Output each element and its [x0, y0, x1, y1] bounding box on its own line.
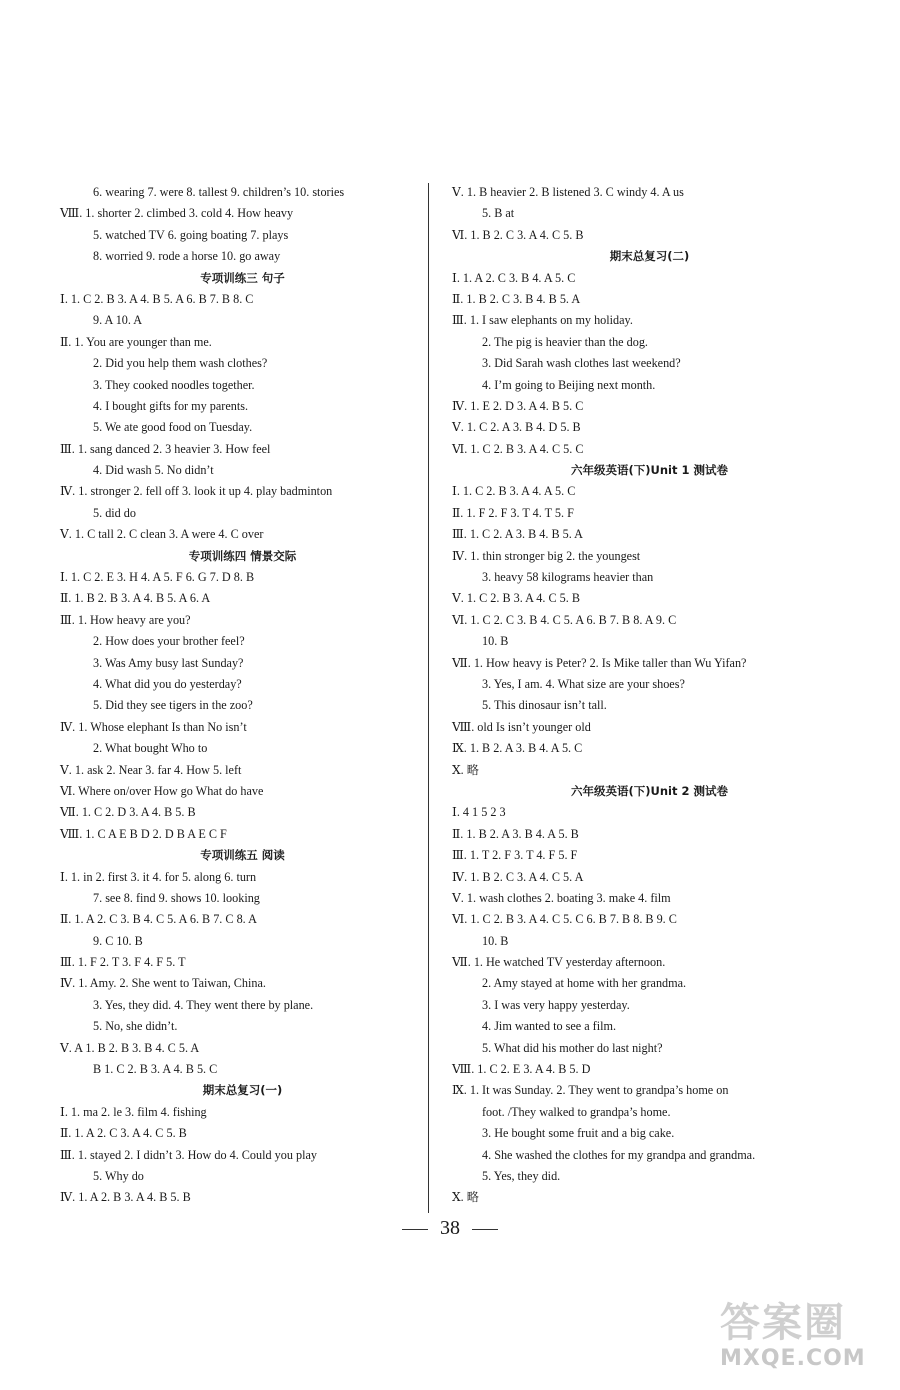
- answer-line: Ⅵ. Where on/over How go What do have: [60, 783, 264, 798]
- answer-line: 3. I was very happy yesterday.: [482, 997, 630, 1012]
- right-answer-column: [452, 182, 847, 1209]
- answer-line: 5. did do: [93, 505, 136, 520]
- answer-line: Ⅱ. 1. F 2. F 3. T 4. T 5. F: [452, 505, 574, 520]
- answer-line: Ⅶ. 1. C 2. D 3. A 4. B 5. B: [60, 805, 196, 820]
- answer-line: Ⅲ. 1. I saw elephants on my holiday.: [452, 313, 633, 328]
- answer-line: Ⅵ. 1. C 2. C 3. B 4. C 5. A 6. B 7. B 8. A 9. C: [452, 612, 677, 627]
- answer-line: Ⅲ. 1. How heavy are you?: [60, 612, 191, 627]
- answer-line: Ⅴ. 1. wash clothes 2. boating 3. make 4. film: [452, 890, 671, 905]
- answer-line: 3. Did Sarah wash clothes last weekend?: [482, 356, 681, 371]
- answer-line: Ⅰ. 4 1 5 2 3: [452, 805, 506, 820]
- answer-line: 8. worried 9. rode a horse 10. go away: [93, 249, 281, 264]
- answer-line: Ⅳ. 1. Whose elephant Is than No isn’t: [60, 719, 247, 734]
- answer-line: 4. Jim wanted to see a film.: [482, 1019, 617, 1034]
- answer-line: 4. Did wash 5. No didn’t: [93, 463, 214, 478]
- watermark-logo-text: 答案圈: [720, 1300, 846, 1346]
- answer-line: 4. She washed the clothes for my grandpa and grandma.: [482, 1147, 756, 1162]
- answer-line: Ⅲ. 1. sang danced 2. 3 heavier 3. How feel: [60, 441, 271, 456]
- answer-line: 10. B: [482, 933, 509, 948]
- answer-line: Ⅲ. 1. C 2. A 3. B 4. B 5. A: [452, 527, 583, 542]
- answer-line: Ⅱ. 1. B 2. A 3. B 4. A 5. B: [452, 826, 579, 841]
- answer-line: Ⅷ. 1. C A E B D 2. D B A E C F: [60, 826, 227, 841]
- answer-line: 4. I’m going to Beijing next month.: [482, 377, 656, 392]
- answer-line: 5. No, she didn’t.: [93, 1019, 178, 1034]
- answer-line: 5. B at: [482, 206, 515, 221]
- answer-line: Ⅰ. 1. C 2. B 3. A 4. A 5. C: [452, 484, 576, 499]
- answer-line: 4. I bought gifts for my parents.: [93, 398, 249, 413]
- answer-line: Ⅳ. 1. A 2. B 3. A 4. B 5. B: [60, 1190, 191, 1205]
- answer-line: Ⅴ. 1. ask 2. Near 3. far 4. How 5. left: [60, 762, 242, 777]
- answer-line: Ⅵ. 1. B 2. C 3. A 4. C 5. B: [452, 227, 584, 242]
- answer-line: Ⅷ. 1. shorter 2. climbed 3. cold 4. How heavy: [60, 206, 294, 221]
- answer-line: 5. What did his mother do last night?: [482, 1040, 663, 1055]
- answer-line: 3. heavy 58 kilograms heavier than: [482, 570, 654, 585]
- section-heading: 六年级英语(下)Unit 1 测试卷: [571, 463, 728, 478]
- watermark-logo: [720, 1300, 890, 1380]
- answer-line: Ⅴ. 1. B heavier 2. B listened 3. C windy 4. A us: [452, 185, 684, 199]
- answer-line: Ⅶ. 1. He watched TV yesterday afternoon.: [452, 955, 666, 970]
- answer-line: 3. He bought some fruit and a big cake.: [482, 1126, 675, 1141]
- answer-line: 3. Yes, they did. 4. They went there by plane.: [93, 997, 314, 1012]
- answer-line: Ⅱ. 1. B 2. B 3. A 4. B 5. A 6. A: [60, 591, 211, 606]
- answer-line: Ⅹ. 略: [452, 1190, 479, 1205]
- answer-line: Ⅴ. 1. C 2. B 3. A 4. C 5. B: [452, 591, 580, 606]
- answer-line: Ⅸ. 1. B 2. A 3. B 4. A 5. C: [452, 741, 583, 756]
- answer-line: 2. The pig is heavier than the dog.: [482, 334, 648, 349]
- answer-line: 9. A 10. A: [93, 313, 143, 328]
- answer-line: Ⅰ. 1. A 2. C 3. B 4. A 5. C: [452, 270, 576, 285]
- answer-line: Ⅸ. 1. It was Sunday. 2. They went to grandpa’s home on: [452, 1083, 729, 1098]
- answer-line: 9. C 10. B: [93, 933, 143, 948]
- answer-line: Ⅴ. A 1. B 2. B 3. B 4. C 5. A: [60, 1040, 200, 1055]
- answer-line: Ⅵ. 1. C 2. B 3. A 4. C 5. C: [452, 441, 584, 456]
- answer-line: Ⅵ. 1. C 2. B 3. A 4. C 5. C 6. B 7. B 8. B 9. C: [452, 912, 677, 927]
- answer-line: Ⅳ. 1. Amy. 2. She went to Taiwan, China.: [60, 976, 266, 991]
- answer-line: Ⅳ. 1. E 2. D 3. A 4. B 5. C: [452, 398, 584, 413]
- answer-line: 10. B: [482, 634, 509, 649]
- answer-line: 4. What did you do yesterday?: [93, 676, 242, 691]
- answer-line: 5. Why do: [93, 1168, 144, 1183]
- answer-line: Ⅰ. 1. ma 2. le 3. film 4. fishing: [60, 1104, 207, 1119]
- answer-line: Ⅳ. 1. thin stronger big 2. the youngest: [452, 548, 641, 563]
- answer-line: 5. This dinosaur isn’t tall.: [482, 698, 607, 713]
- section-heading: 专项训练五 阅读: [200, 848, 285, 863]
- answer-line: 6. wearing 7. were 8. tallest 9. children’s 10. stories: [93, 185, 345, 199]
- answer-line: Ⅲ. 1. T 2. F 3. T 4. F 5. F: [452, 848, 578, 863]
- answer-line: Ⅶ. 1. How heavy is Peter? 2. Is Mike taller than Wu Yifan?: [452, 655, 747, 670]
- answer-line: Ⅴ. 1. C 2. A 3. B 4. D 5. B: [452, 420, 581, 435]
- answer-line: Ⅰ. 1. C 2. E 3. H 4. A 5. F 6. G 7. D 8. B: [60, 570, 255, 585]
- section-heading: 专项训练三 句子: [200, 270, 285, 285]
- answer-line: 3. Was Amy busy last Sunday?: [93, 655, 244, 670]
- answer-line: foot. /They walked to grandpa’s home.: [482, 1104, 671, 1119]
- answer-line: Ⅹ. 略: [452, 762, 479, 777]
- answer-line: 3. They cooked noodles together.: [93, 377, 255, 392]
- answer-line: B 1. C 2. B 3. A 4. B 5. C: [93, 1062, 218, 1077]
- section-heading: 期末总复习(二): [609, 249, 690, 264]
- column-divider: [428, 183, 429, 1213]
- answer-line: 5. We ate good food on Tuesday.: [93, 420, 253, 435]
- answer-line: Ⅱ. 1. A 2. C 3. A 4. C 5. B: [60, 1126, 187, 1141]
- answer-line: 2. What bought Who to: [93, 741, 208, 756]
- answer-line: Ⅱ. 1. A 2. C 3. B 4. C 5. A 6. B 7. C 8. A: [60, 912, 257, 927]
- section-heading: 期末总复习(一): [202, 1083, 283, 1098]
- answer-line: 5. watched TV 6. going boating 7. plays: [93, 227, 289, 242]
- section-heading: 六年级英语(下)Unit 2 测试卷: [571, 783, 728, 798]
- answer-line: Ⅳ. 1. stronger 2. fell off 3. look it up 4. play badminton: [60, 484, 333, 499]
- answer-line: 2. Amy stayed at home with her grandma.: [482, 976, 687, 991]
- left-answer-column: [60, 182, 425, 1209]
- answer-line: Ⅰ. 1. C 2. B 3. A 4. B 5. A 6. B 7. B 8. C: [60, 291, 254, 306]
- answer-line: Ⅱ. 1. You are younger than me.: [60, 334, 212, 349]
- answer-line: 5. Yes, they did.: [482, 1168, 561, 1183]
- answer-line: Ⅱ. 1. B 2. C 3. B 4. B 5. A: [452, 291, 581, 306]
- answer-line: Ⅴ. 1. C tall 2. C clean 3. A were 4. C over: [60, 527, 264, 542]
- answer-line: Ⅷ. 1. C 2. E 3. A 4. B 5. D: [452, 1062, 591, 1077]
- answer-line: 3. Yes, I am. 4. What size are your shoes?: [482, 676, 685, 691]
- page-number: 38: [0, 1217, 900, 1240]
- answer-line: 2. How does your brother feel?: [93, 634, 245, 649]
- answer-line: 5. Did they see tigers in the zoo?: [93, 698, 253, 713]
- answer-line: Ⅷ. old Is isn’t younger old: [452, 719, 591, 734]
- answer-line: Ⅳ. 1. B 2. C 3. A 4. C 5. A: [452, 869, 584, 884]
- watermark-site-text: MXQE.COM: [720, 1346, 866, 1371]
- answer-line: Ⅲ. 1. F 2. T 3. F 4. F 5. T: [60, 955, 186, 970]
- section-heading: 专项训练四 情景交际: [188, 548, 297, 563]
- answer-line: 2. Did you help them wash clothes?: [93, 356, 268, 371]
- answer-line: 7. see 8. find 9. shows 10. looking: [93, 890, 260, 905]
- answer-line: Ⅲ. 1. stayed 2. I didn’t 3. How do 4. Could you play: [60, 1147, 317, 1162]
- answer-line: Ⅰ. 1. in 2. first 3. it 4. for 5. along 6. turn: [60, 869, 257, 884]
